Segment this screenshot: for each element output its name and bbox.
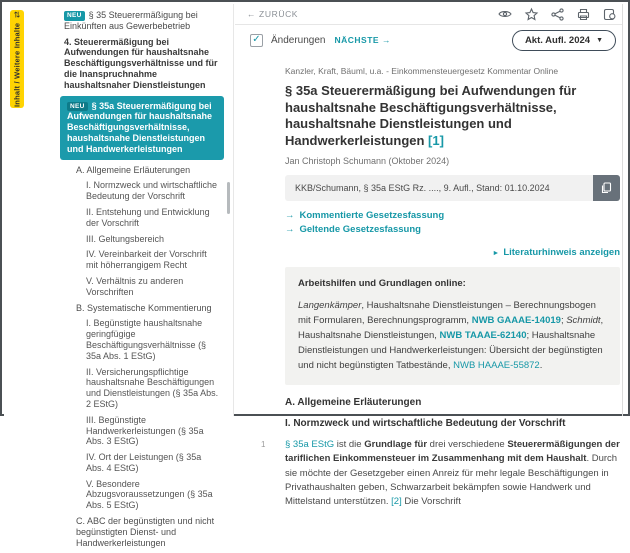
inline-link[interactable]: [2] xyxy=(391,496,402,507)
copy-icon xyxy=(601,182,612,194)
sidebar-item[interactable] xyxy=(76,165,220,176)
current-version-link[interactable] xyxy=(285,224,620,235)
sidebar-item[interactable] xyxy=(64,37,220,91)
neu-badge: NEU xyxy=(67,102,88,112)
text-segment: drei verschiedene xyxy=(427,439,508,450)
sidebar-item[interactable] xyxy=(76,516,220,548)
sidebar-item-label: § 35 Steuerermäßigung bei Einkünften aus Gewerbebetrieb xyxy=(64,10,198,31)
changes-checkbox[interactable] xyxy=(250,34,263,47)
arrow-right-icon: → xyxy=(285,224,295,235)
edition-dropdown-label: Akt. Aufl. 2024 xyxy=(524,34,591,46)
law-links xyxy=(285,210,620,235)
sidebar-item-label: B. Systematische Kommentierung xyxy=(76,302,212,313)
resources-text xyxy=(298,298,607,373)
sidebar-item[interactable] xyxy=(86,249,220,271)
share-icon[interactable] xyxy=(551,8,564,21)
text-segment: Steuerermäßigungen der tariflichen Einkommensteuer im Zusammenhang mit dem Haushalt xyxy=(285,439,620,465)
sidebar-item-label: C. ABC der begünstigten und nicht begünstigten Dienst- und Handwerkerleistungen xyxy=(76,516,215,548)
sidebar-item-label: IV. Vereinbarkeit der Vorschrift mit höherrangigem Recht xyxy=(86,249,207,271)
changes-label: Änderungen xyxy=(271,34,326,46)
checkmark-icon: ✓ xyxy=(252,33,261,45)
sidebar-item[interactable] xyxy=(60,96,224,160)
body-paragraph xyxy=(261,438,620,509)
text-segment: , Haushaltsnahe Dienstleistungen, xyxy=(298,315,604,341)
sidebar-item-label: II. Entstehung und Entwicklung der Vorschrift xyxy=(86,206,210,228)
sidebar-item-label: III. Begünstigte Handwerkerleistungen (§ 35a Abs. 3 EStG) xyxy=(86,414,204,447)
book-icon[interactable] xyxy=(603,8,616,21)
sidebar-item-label: II. Versicherungspflichtige haushaltsnahe Beschäftigungen und Dienstleistungen (§ 35a Abs. 2 EStG) xyxy=(86,366,219,409)
link-label: Kommentierte Gesetzesfassung xyxy=(299,210,445,221)
edition-dropdown[interactable] xyxy=(512,30,616,51)
topbar xyxy=(235,4,622,25)
text-segment: , Haushaltsnahe Dienstleistungen – Berechnungsbogen mit Formularen, Berechnungsprogramm, xyxy=(298,300,596,326)
sidebar-scrollbar[interactable] xyxy=(227,182,230,214)
copy-citation-button[interactable] xyxy=(593,175,620,201)
sidebar-item[interactable] xyxy=(86,479,220,511)
panel-toggle-icon: ⇄ xyxy=(12,11,22,19)
arrow-right-icon: → xyxy=(285,210,295,221)
sidebar-item-label: I. Begünstigte haushaltsnahe geringfügige Beschäftigungsverhältnisse (§ 35a Abs. 1 EStG) xyxy=(86,318,207,361)
text-segment: ; xyxy=(560,315,567,326)
sidebar-item-label: V. Verhältnis zu anderen Vorschriften xyxy=(86,275,184,297)
sidebar-item[interactable] xyxy=(86,180,220,202)
chevron-down-icon: ▼ xyxy=(596,36,603,44)
commented-version-link[interactable] xyxy=(285,210,620,221)
sidebar-item-label: I. Normzweck und wirtschaftliche Bedeutung der Vorschrift xyxy=(86,180,218,202)
sidebar-item[interactable] xyxy=(86,415,220,447)
sidebar-item-label: IV. Ort der Leistungen (§ 35a Abs. 4 EStG) xyxy=(86,452,202,473)
neu-badge: NEU xyxy=(64,11,85,21)
section-heading: A. Allgemeine Erläuterungen xyxy=(285,397,422,408)
sidebar-item-label: III. Geltungsbereich xyxy=(86,233,165,244)
text-segment: ; Haushaltsnahe Dienstleistungen und Handwerkerleistungen: Übersicht der begünstigten und nicht begünstigten Tatbestände, xyxy=(298,330,603,371)
text-segment: . xyxy=(539,360,543,371)
star-icon[interactable] xyxy=(525,8,538,21)
sidebar-item[interactable] xyxy=(64,10,220,32)
literature-row xyxy=(285,242,620,260)
inline-link[interactable]: NWB HAAAE-55872 xyxy=(453,360,540,371)
sidebar-item[interactable] xyxy=(86,207,220,229)
sidebar-item[interactable] xyxy=(86,318,220,361)
breadcrumb: Kanzler, Kraft, Bäuml, u.a. - Einkommensteuergesetz Kommentar Online xyxy=(285,66,559,76)
paragraph-text xyxy=(285,439,620,507)
inline-link[interactable]: § 35a EStG xyxy=(285,439,335,450)
title-footnote-link[interactable]: [1] xyxy=(428,132,444,148)
contents-panel-tab-label: Inhalt / Weitere Inhalte xyxy=(12,22,22,107)
citation-text: KKB/Schumann, § 35a EStG Rz. ...., 9. Aufl., Stand: 01.10.2024 xyxy=(295,183,550,193)
margin-number: 1 xyxy=(261,440,266,449)
resources-box xyxy=(285,267,620,385)
triangle-right-icon: ► xyxy=(492,250,500,257)
text-segment: Langenkämper xyxy=(298,300,362,311)
sidebar-item-label: 4. Steuerermäßigung bei Aufwendungen für haushaltsnahe Beschäftigungsverhältnisse und für die Inanspruchnahme haushaltsnaher Dienstleistungen xyxy=(64,36,218,90)
back-link[interactable]: ← ZURÜCK xyxy=(247,9,299,19)
subsection-heading: I. Normzweck und wirtschaftliche Bedeutung der Vorschrift xyxy=(285,418,566,429)
content-right-divider xyxy=(622,4,623,416)
link-label: Geltende Gesetzesfassung xyxy=(299,224,421,235)
sidebar-item[interactable] xyxy=(86,367,220,410)
sidebar-tree xyxy=(4,10,228,553)
next-change-link[interactable]: NÄCHSTE → xyxy=(334,35,391,45)
sidebar-item[interactable] xyxy=(76,303,220,314)
page-title-text: § 35a Steuerermäßigung bei Aufwendungen für haushaltsnahe Beschäftigungsverhältnisse, haushaltsnahe Dienstleistungen und Handwerkerleistungen xyxy=(285,83,577,148)
print-icon[interactable] xyxy=(577,8,590,21)
page-title xyxy=(285,83,620,149)
sidebar-item-label: § 35a Steuerermäßigung bei Aufwendungen für haushaltsnahe Beschäftigungsverhältnisse, haushaltsnahe Dienstleistungen und Handwerkerleistungen xyxy=(67,100,213,154)
toolbar-icons xyxy=(498,7,616,21)
text-segment: Die Vorschrift xyxy=(401,496,461,507)
sidebar-item-label: V. Besondere Abzugsvoraussetzungen (§ 35a Abs. 5 EStG) xyxy=(86,478,213,511)
article xyxy=(261,66,620,509)
sidebar-item-label: A. Allgemeine Erläuterungen xyxy=(76,164,191,175)
contents-panel-tab[interactable] xyxy=(10,10,24,108)
text-segment: . Durch sie möchte der Gesetzgeber einen Anreiz für mehr legale Beschäftigungen in Privathaushalten geben, Schwarzarbeit bekämpfen sowie Handwerk und Mittelstand unterstützen. xyxy=(285,453,618,507)
sidebar-item[interactable] xyxy=(86,452,220,474)
sidebar-item[interactable] xyxy=(86,234,220,245)
sidebar xyxy=(4,4,234,548)
author-line: Jan Christoph Schumann (Oktober 2024) xyxy=(285,156,450,166)
literature-toggle[interactable] xyxy=(492,247,620,258)
literature-toggle-label: Literaturhinweis anzeigen xyxy=(503,247,620,258)
inline-link[interactable]: NWB GAAAE-14019 xyxy=(471,315,561,326)
text-segment: Schmidt xyxy=(566,315,601,326)
resources-heading: Arbeitshilfen und Grundlagen online: xyxy=(298,278,466,289)
sidebar-item[interactable] xyxy=(86,276,220,298)
citation-bar xyxy=(285,175,620,201)
text-segment: Grundlage für xyxy=(364,439,428,450)
text-segment: ist die xyxy=(334,439,365,450)
eye-icon[interactable] xyxy=(498,7,512,21)
inline-link[interactable]: NWB TAAAE-62140 xyxy=(439,330,527,341)
subheader xyxy=(235,27,622,53)
